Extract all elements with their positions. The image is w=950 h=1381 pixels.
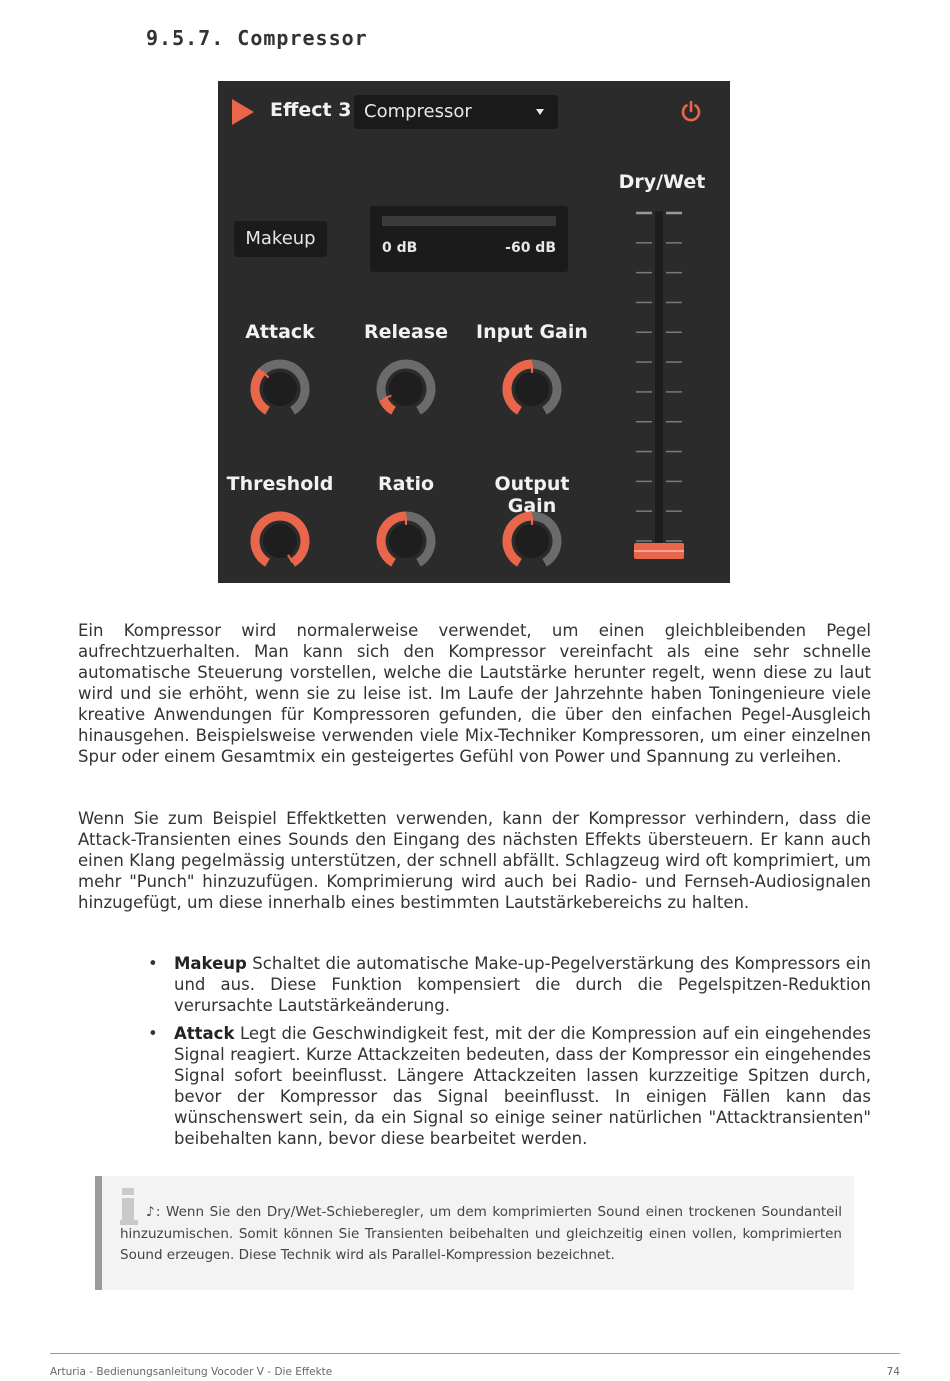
footer-divider	[50, 1353, 900, 1354]
drywet-fader[interactable]	[632, 207, 692, 573]
paragraph-intro: Ein Kompressor wird normalerweise verwendet, um einen gleichbleibenden Pegel aufrechtzuerhalten. Man kann sich den Kompressor vereinfacht als eine sehr schnelle automatische Steuerung vorstellen, welche die Lautstärke herunter regelt, wenn diese zu laut wird und sie erhöht, wenn sie zu leise ist. Im Laufe der Jahrzehnte haben Toningenieure viele kreative Anwendungen für Kompressoren gefunden, die über den einfachen Pegel-Ausgleich hinausgehen. Beispielsweise verwenden viele Mix-Techniker Kompressoren, um einer einzelnen Spur oder einem Gesamtmix ein gesteigertes Gefühl von Power und Spannung zu verleihen.	[78, 621, 871, 766]
bullet-icon: •	[148, 1024, 158, 1043]
drywet-label: Dry/Wet	[618, 171, 706, 193]
gain-reduction-meter	[370, 206, 568, 272]
meter-right-label: -60 dB	[505, 240, 556, 256]
meter-left-label: 0 dB	[382, 240, 418, 256]
output-gain-knob[interactable]	[500, 509, 564, 573]
output-gain-label: Output Gain	[494, 473, 570, 517]
dropdown-value: Compressor	[364, 101, 472, 122]
effect-type-dropdown[interactable]	[354, 95, 558, 129]
list-item-attack	[148, 1023, 871, 1149]
parameter-list	[148, 953, 871, 1156]
release-label: Release	[364, 321, 448, 343]
desc-makeup: Schaltet die automatische Make-up-Pegelverstärkung des Kompressors ein und aus. Diese Funktion kompensiert die durch die Pegelspitzen-Reduktion verursachte Lautstärkeänderung.	[174, 954, 871, 1015]
threshold-label: Threshold	[226, 473, 334, 495]
makeup-button[interactable]: Makeup	[234, 221, 327, 257]
footer-title: Arturia - Bedienungsanleitung Vocoder V - Die Effekte	[50, 1366, 333, 1378]
desc-attack: Legt die Geschwindigkeit fest, mit der die Kompression auf ein eingehendes Signal reagiert. Kurze Attackzeiten bedeuten, dass der Kompressor ein eingehendes Signal sofort beeinflusst. Längere Attackzeiten lassen kurzzeitige Spitzen durch, bevor der Kompressor das Signal beeinflusst. In einigen Fällen kann das wünschenswert sein, da ein Signal so einige seiner natürlichen "Attacktransienten" beibehalten kann, bevor diese bearbeitet werden.	[174, 1024, 871, 1148]
tip-note	[95, 1176, 854, 1290]
release-knob[interactable]	[374, 357, 438, 421]
knob-cap	[389, 524, 423, 558]
term-makeup: Makeup	[174, 954, 247, 973]
term-attack: Attack	[174, 1024, 235, 1043]
attack-label: Attack	[245, 321, 315, 343]
list-item-makeup	[148, 953, 871, 1016]
threshold-knob[interactable]	[248, 509, 312, 573]
compressor-panel	[218, 81, 730, 583]
play-icon[interactable]	[232, 99, 254, 125]
attack-knob[interactable]	[248, 357, 312, 421]
fader-track	[655, 211, 663, 551]
knob-cap	[263, 524, 297, 558]
knob-cap	[515, 372, 549, 406]
ratio-knob[interactable]	[374, 509, 438, 573]
power-icon[interactable]	[680, 100, 702, 122]
paragraph-effect-chains: Wenn Sie zum Beispiel Effektketten verwenden, kann der Kompressor verhindern, dass die Attack-Transienten eines Sounds den Eingang des nächsten Effekts übersteuern. Er kann auch einen Klang pegelmässig unterstützen, der schnell abfällt. Schlagzeug wird oft komprimiert, um mehr "Punch" hinzuzufügen. Komprimierung wird auch bei Radio- und Fernseh-Audiosignalen hinzugefügt, um diese innerhalb eines bestimmten Lautstärkebereichs zu halten.	[78, 809, 871, 912]
bullet-icon: •	[148, 954, 158, 973]
meter-bar	[382, 216, 556, 226]
ratio-label: Ratio	[377, 473, 435, 495]
knob-cap	[515, 524, 549, 558]
input-gain-label: Input Gain	[476, 321, 588, 343]
effect-slot-label: Effect 3	[270, 99, 352, 121]
knob-value-arc	[383, 399, 393, 410]
input-gain-knob[interactable]	[500, 357, 564, 421]
section-title: 9.5.7. Compressor	[146, 26, 368, 50]
dropdown-arrow-icon	[536, 109, 544, 115]
tip-text: ♪: Wenn Sie den Dry/Wet-Schieberegler, um dem komprimierten Sound einen trockenen Soundanteil hinzuzumischen. Somit können Sie Transienten beibehalten und gleichzeitig einen vollen, komprimierten Sound erzeugen. Diese Technik wird als Parallel-Kompression bezeichnet.	[120, 1204, 842, 1263]
page-number: 74	[886, 1366, 900, 1378]
knob-cap	[389, 372, 423, 406]
